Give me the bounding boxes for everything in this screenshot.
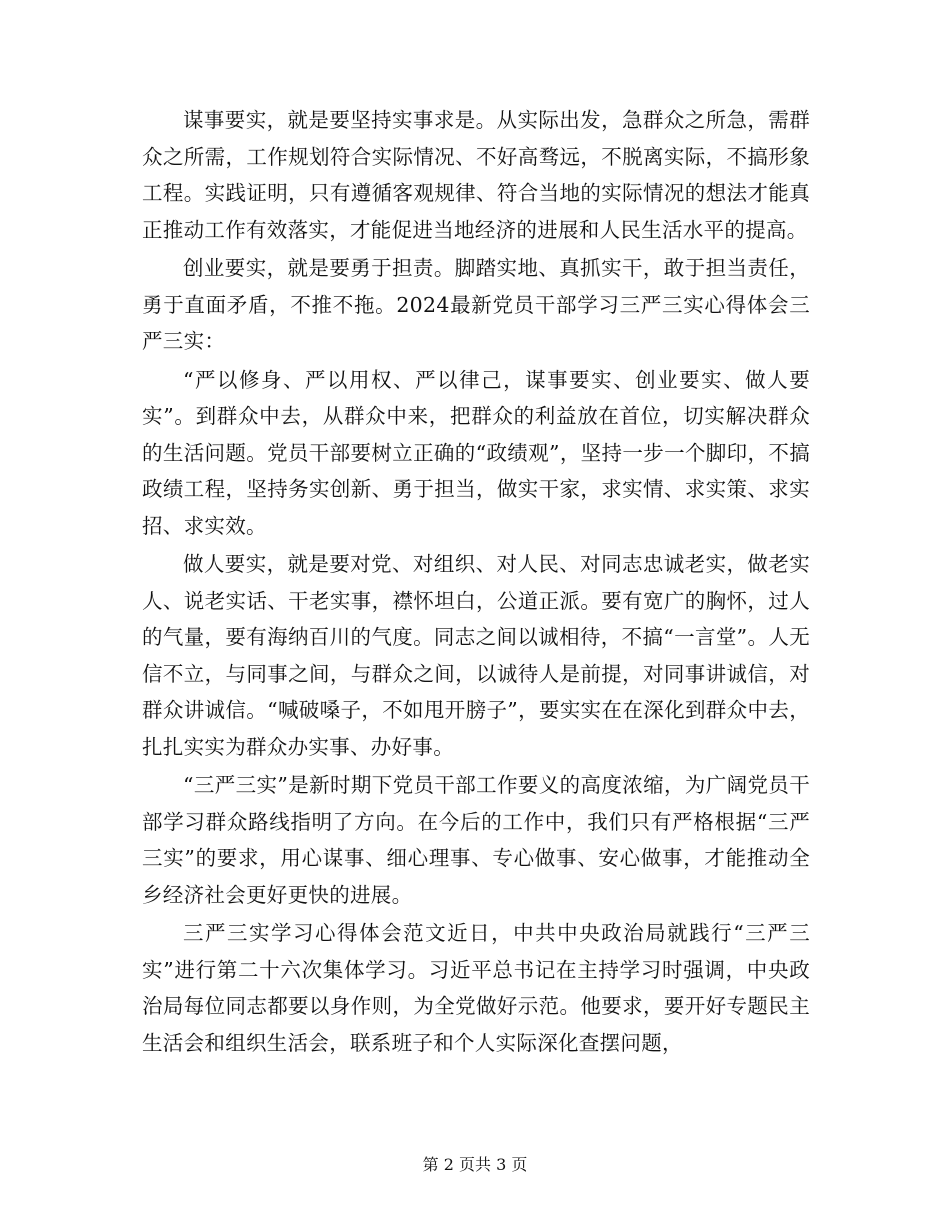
page-number-footer: 第 2 页共 3 页 (422, 1155, 528, 1174)
paragraph: 做人要实，就是要对党、对组织、对人民、对同志忠诚老实，做老实人、说老实话、干老实事，襟怀坦白，公道正派。要有宽广的胸怀，过人的气量，要有海纳百川的气度。同志之间以诚相待，不搞“一言堂”。人无信不立，与同事之间，与群众之间，以诚待人是前提，对同事讲诚信，对群众讲诚信。“喊破嗓子，不如甩开膀子”，要实实在在深化到群众中去，扎扎实实为群众办实事、办好事。 (142, 552, 810, 759)
paragraph: “严以修身、严以用权、严以律己，谋事要实、创业要实、做人要实”。到群众中去，从群众中来，把群众的利益放在首位，切实解决群众的生活问题。党员干部要树立正确的“政绩观”，坚持一步一个脚印，不搞政绩工程，坚持务实创新、勇于担当，做实干家，求实情、求实策、求实招、求实效。 (142, 367, 810, 538)
document-body (142, 102, 810, 1063)
paragraph: 三严三实学习心得体会范文近日，中共中央政治局就践行“三严三实”进行第二十六次集体学习。习近平总书记在主持学习时强调，中央政治局每位同志都要以身作则，为全党做好示范。他要求，要开好专题民主生活会和组织生活会，联系班子和个人实际深化查摆问题， (142, 921, 810, 1055)
paragraph: “三严三实”是新时期下党员干部工作要义的高度浓缩，为广阔党员干部学习群众路线指明了方向。在今后的工作中，我们只有严格根据“三严三实”的要求，用心谋事、细心理事、专心做事、安心做事，才能推动全乡经济社会更好更快的进展。 (142, 773, 810, 907)
paragraph: 创业要实，就是要勇于担责。脚踏实地、真抓实干，敢于担当责任，勇于直面矛盾，不推不拖。2024最新党员干部学习三严三实心得体会三严三实： (142, 256, 810, 353)
paragraph: 谋事要实，就是要坚持实事求是。从实际出发，急群众之所急，需群众之所需，工作规划符合实际情况、不好高骛远，不脱离实际，不搞形象工程。实践证明，只有遵循客观规律、符合当地的实际情况的想法才能真正推动工作有效落实，才能促进当地经济的进展和人民生活水平的提高。 (142, 108, 810, 242)
